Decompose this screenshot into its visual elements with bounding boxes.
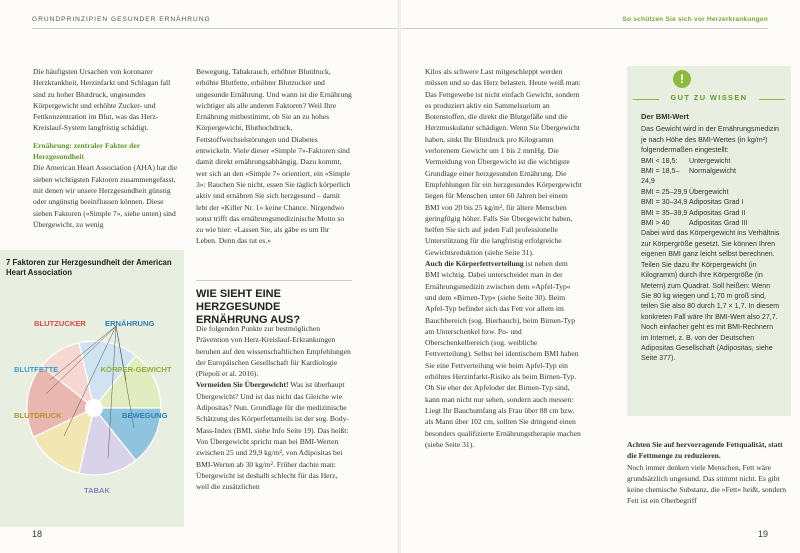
intro-paragraph: Die häufigsten Ursachen von koronarer Herzkrankheit, Herzinfarkt und Schlagan fall sind zu hoher Blutdruck, ungesundes Körpergewicht und erhöhte Zucker- und Fettkonzentration im Blut, was das Herz-Kreislauf-System langfristig schädigt.	[33, 67, 171, 133]
body-paragraph: Was ist überhaupt Übergewicht? Und ist das nicht das Gleiche wie Adipositas? Nun. Grundlage für die medizinische Schätzung des Körperfettanteils ist der sog. Body-Mass-Index (BMI, siehe Info Seite 19). Das heißt: Von Übergewicht spricht man bei BMI-Werten zwischen 25 und 29,9 kg/m², von Adipositas bei BMI-Werten ab 30 kg/m². Früher dachte man: Übergewicht ist deshalb schlecht für das Herz, weil die zusätzlichen	[196, 380, 349, 492]
body-paragraph: Bewegung, Tabakrauch, erhöhter Blutdruck, erhöhte Blutfette, erhöhter Blutzucker und ungesunde Ernährung. Und wann ist die Ernährung wichtiger als alle anderen Faktoren? Weil Ihre Ernährung mitbestimmt, ob Sie an zu hohes Körpergewicht, Bluthochdruck, Fettstoffwechselstörungen und Diabetes entwickeln. Viele dieser «Simple 7»-Faktoren sind damit direkt ernährungsabhängig. Dazu kommt, wer sich an den «Simple 7» orientiert, ein «Simple 3»: Rauchen Sie nicht, essen Sie täglich körperlich aktiv und ernähren Sie sich herzgesund – damit lebt der «Killer Nr. 1» keine Chance. Nirgendwo sonst trifft das ernährungsmedizinische Motto so zu wie hier: «Lassen Sie, als gäbe es um Ihr Leben. Denn das tut es.»	[196, 67, 352, 246]
body-paragraph: Die folgenden Punkte zur bestmöglichen Prävention von Herz-Kreislauf-Erkrankungen beruhen auf den wissenschaftlichen Empfehlungen der Europäischen Gesellschaft für Kardiologie (Piepoli et al. 2016).	[196, 324, 351, 379]
left-page	[0, 0, 399, 553]
bmi-info	[641, 112, 781, 364]
bmi-intro: Das Gewicht wird in der Ernährungsmedizin je nach Höhe des BMI-Wertes (in kg/m²) folgendermaßen eingestellt:	[641, 125, 779, 155]
label-tabak: TABAK	[84, 486, 111, 495]
running-head-right: So schützen Sie sich vor Herzerkrankungen	[622, 16, 768, 23]
body-paragraph: Die American Heart Association (AHA) hat die sieben wichtigsten Faktoren zusammengefasst, mit denen wir unsere Herzgesundheit günstig oder ungünstig beeinflussen können. Diese sieben Faktoren («Simple 7», siehe unten) sind Übergewicht, zu wenig	[33, 163, 178, 229]
bmi-row: BMI < 18,5: Untergewicht	[641, 156, 731, 165]
bold-lead: Auch die Körperfettverteilung	[425, 259, 524, 269]
bmi-heading: Der BMI-Wert	[641, 112, 689, 121]
factors-infobox	[0, 250, 184, 527]
right-column-1	[425, 66, 583, 450]
bmi-row: BMI = 35–39,9 Adipositas Grad II	[641, 208, 746, 217]
section-rule	[196, 280, 352, 281]
body-paragraph: Kilos als schwere Last mitgeschleppt werden müssen und so das Herz belasten. Heute weiß man: Das Fettgewebe ist nicht einfach Gewicht, sondern es produziert aktiv ein Sammelsurium an Botenstoffen, die direkt die Blutgefäße und die Herzmuskulatur schädigen. Wenn Sie Übergewicht haben, sinkt Ihr Blutdruck pro Kilogramm verlorenem Gewicht um 1 bis 2 mmHg. Die Vermeidung von Übergewicht ist die wichtigste Grundlage einer herzgesunden Ernährung. Die Empfehlungen für ein herzgesundes Körpergewicht liegen für Menschen unter 60 Jahren bei einem BMI von 20 bis 25 kg/m², für ältere Menschen geringfügig höher. Falls Sie Übergewicht haben, helfen Sie sich auf jeden Fall professionelle Unterstützung für die langfristig erfolgreiche Gewichtsreduktion (siehe Seite 31).	[425, 67, 582, 257]
wheel-center	[85, 399, 103, 417]
running-head-rule	[401, 28, 768, 29]
label-blutdruck: BLUTDRUCK	[14, 411, 62, 420]
body-paragraph: Noch immer denken viele Menschen, Fett wäre grundsätzlich ungesund. Das stimmt nicht. Es gibt keine chemische Substanz, die »Fett« heißt, sondern Fett ist ein Oberbegriff	[627, 462, 787, 506]
right-page	[401, 0, 800, 553]
page-number-right: 19	[757, 529, 768, 539]
label-blutfette: BLUTFETTE	[14, 365, 59, 374]
bmi-row: BMI > 40 Adipositas Grad III	[641, 219, 748, 228]
right-column-2	[627, 439, 787, 507]
bmi-row: BMI = 25–29,9 Übergewicht	[641, 187, 729, 196]
exclamation-icon: !	[673, 70, 691, 88]
bold-lead: Achten Sie auf hervorragende Fettqualität, statt die Fettmenge zu reduzieren.	[627, 440, 783, 461]
running-head-left: GRUNDPRINZIPIEN GESUNDER ERNÄHRUNG	[32, 16, 211, 23]
left-column-2-lower	[196, 323, 352, 492]
bmi-row: BMI = 30–34,9 Adipositas Grad I	[641, 198, 744, 207]
running-head-rule	[32, 28, 399, 29]
left-column-1	[33, 66, 183, 230]
subheading: Ernährung: zentraler Faktor der Herzgesundheit	[33, 140, 140, 162]
good-to-know-title: GUT ZU WISSEN	[670, 93, 748, 102]
label-ernaehrung: ERNÄHRUNG	[105, 319, 155, 328]
page-number-left: 18	[32, 529, 43, 539]
factors-wheel-diagram	[0, 250, 184, 527]
infobox-title: 7 Faktoren zur Herzgesundheit der American Heart Association	[6, 258, 172, 277]
section-heading: WIE SIEHT EINE HERZGESUNDE ERNÄHRUNG AUS?	[196, 288, 301, 326]
bold-lead: Vermeiden Sie Übergewicht!	[196, 380, 289, 390]
label-bewegung: BEWEGUNG	[122, 411, 168, 420]
label-blutzucker: BLUTZUCKER	[34, 319, 86, 328]
left-column-2	[196, 66, 352, 247]
body-paragraph: ist neben dem BMI wichtig. Dabei unterscheidet man in der Ernährungsmedizin zwischen dem »Apfel-Typ« und dem »Birnen-Typ« (siehe Seite 30). Beim Apfel-Typ befindet sich das Fett vor allem im Bauchbereich (sog. Bierbauch), beim Birnen-Typ am Unterschenkel bzw. Po- und Oberschenkelbereich (sog. weibliche Fettverteilung). Selbst bei identischem BMI haben Sie eine Fettverteilung wie beim Apfel-Typ ein erhöhtes Herzinfarkt-Risiko als beim Birnen-Typ. Ob Sie eher der Apfeloder der Birnen-Typ sind, kann man nicht nur sehen, sondern auch messen: Liegt Ihr Bauchumfang als Frau über 88 cm bzw. als Mann über 102 cm, sollten Sie dringend einen besonders qualifizierte Ernährungstherapie machen (siehe Seite 31).	[425, 259, 581, 449]
bmi-row: BMI = 18,5–24,9 Normalgewicht	[641, 167, 736, 186]
label-koerpergewicht: KÖRPER-GEWICHT	[100, 365, 172, 374]
bmi-explanation: Dabei wird das Körpergewicht ins Verhältnis zur Körpergröße gesetzt. Sie können Ihren eigenen BMI ganz leicht selbst berechnen. Teilen Sie dazu Ihr Körpergewicht (in Kilogramm) durch Ihre Körpergröße (in Metern) zum Quadrat. Soll heißen: Wenn Sie 80 kg wiegen und 1,70 m groß sind, teilen Sie also 80 durch 1,7 × 1,7. In diesem konkreten Fall wäre Ihr BMI-Wert also 27,7. Noch einfacher geht es mit BMI-Rechnern im Internet, z. B. von der Deutschen Adipositas Gesellschaft (Adipositas, siehe Seite 377).	[641, 229, 780, 363]
